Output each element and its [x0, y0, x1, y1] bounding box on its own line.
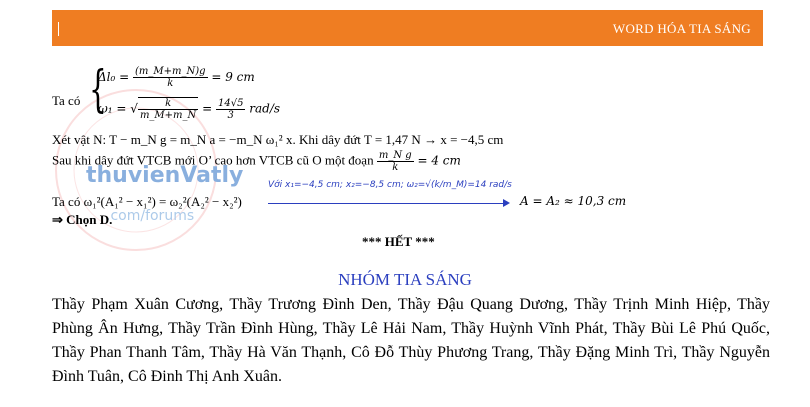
watermark-name: thuvienVatly	[86, 163, 244, 188]
arrow-condition: Với x₁=−4,5 cm; x₂=−8,5 cm; ω₂=√(k/m_M)=14 rad/s	[268, 180, 512, 190]
members-list: Thầy Phạm Xuân Cương, Thầy Trương Đình Den, Thầy Đậu Quang Dương, Thầy Trịnh Minh Hiệp, Thầy Phùng Ân Hưng, Thầy Trần Đình Hùng, Thầy Lê Hải Nam, Thầy Huỳnh Vĩnh Phát, Thầy Bùi Lê Phú Quốc, Thầy Phan Thanh Tâm, Thầy Hà Văn Thạnh, Cô Đỗ Thùy Phương Trang, Thầy Đặng Minh Trì, Thầy Nguyễn Đình Tuân, Cô Đinh Thị Anh Xuân.	[52, 296, 770, 385]
equation-2: ω₁ = √ $\frac{k}{m\_M+m\_N}$ = $\frac{14√5}{3}$ rad/s	[98, 97, 281, 121]
system-brace: {	[89, 60, 107, 118]
page-header	[52, 10, 763, 46]
energy-equation: Ta có ω₁²(A₁² − x₁²) = ω₂²(A₂² − x₂²)	[52, 194, 242, 209]
group-title: NHÓM TIA SÁNG	[338, 270, 472, 289]
result: A = A₂ ≈ 10,3 cm	[520, 194, 627, 208]
header-divider	[58, 22, 59, 36]
end-marker: *** HẾT ***	[362, 234, 435, 249]
sau-khi-day-dut: Sau khi dây đứt VTCB mới O’ cao hơn VTCB cũ O một đoạn $\frac{\text{m\_N g}}{k}$ = 4 cm	[52, 150, 461, 173]
taco-label: Ta có	[52, 93, 81, 108]
implies-arrow	[268, 203, 508, 204]
header-title: WORD HÓA TIA SÁNG	[612, 21, 751, 36]
watermark-suffix: .com/forums	[106, 208, 195, 224]
answer-choice: ⇒ Chọn D.	[52, 212, 113, 227]
equation-1: Δl₀ = $\frac{(m\_M+m\_N)g}{k}$ = 9 cm	[98, 66, 255, 89]
xet-vat-n: Xét vật N: T − m_N g = m_N a = −m_N ω₁² x. Khi dây đứt T = 1,47 N → x = −4,5 cm	[52, 132, 504, 147]
